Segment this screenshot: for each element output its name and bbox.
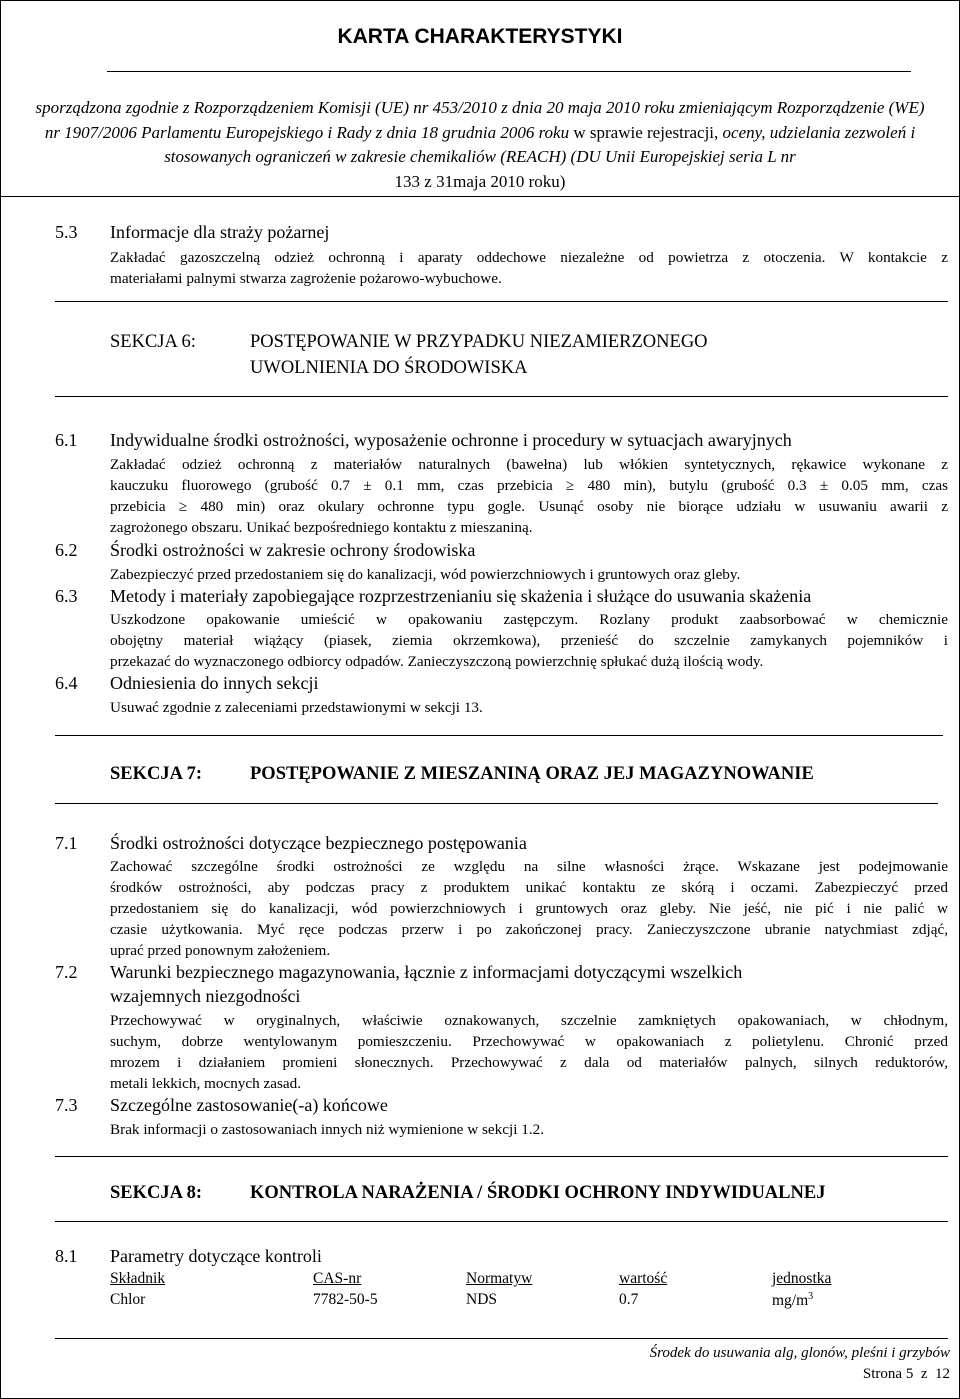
- regulation-date: 133 z 31maja 2010 roku): [394, 171, 566, 191]
- section-label: SEKCJA 6:: [110, 332, 196, 352]
- paragraph-line: Usuwać zgodnie z zaleceniami przedstawionymi w sekcji 13.: [110, 699, 483, 716]
- table-header-cell: CAS-nr: [313, 1270, 362, 1287]
- section-title: UWOLNIENIA DO ŚRODOWISKA: [250, 358, 528, 378]
- section-number: 6.1: [55, 430, 78, 450]
- section-number: 7.3: [55, 1095, 78, 1115]
- table-header-cell: jednostka: [772, 1270, 832, 1287]
- section-number: 6.4: [55, 673, 78, 693]
- paragraph-line: przebicia ≥ 480 min) oraz okulary ochronne typu gogle. Usunąć osoby nie biorące udziału w usuwaniu awarii z: [110, 498, 948, 515]
- subsection-heading: Warunki bezpiecznego magazynowania, łącznie z informacjami dotyczącymi wszelkich: [110, 962, 743, 982]
- section-title: POSTĘPOWANIE W PRZYPADKU NIEZAMIERZONEGO: [250, 332, 708, 352]
- table-header-cell: Normatyw: [466, 1270, 533, 1287]
- document-title: KARTA CHARAKTERYSTYKI: [337, 25, 623, 48]
- divider: [55, 1221, 948, 1222]
- table-cell: 0.7: [619, 1291, 639, 1308]
- section-number: 7.1: [55, 833, 78, 853]
- divider: [55, 803, 938, 804]
- subsection-heading: Środki ostrożności w zakresie ochrony środowiska: [110, 540, 476, 560]
- document-header: [1, 1, 959, 197]
- paragraph-line: Brak informacji o zastosowaniach innych niż wymienione w sekcji 1.2.: [110, 1121, 544, 1138]
- table-header-cell: Składnik: [110, 1270, 166, 1287]
- paragraph-line: suchym, dobrze wentylowanym pomieszczeniu. Przechowywać w opakowaniach z polietylenu. Chronić przed: [110, 1033, 948, 1050]
- subsection-heading: Informacje dla straży pożarnej: [110, 222, 330, 242]
- paragraph-line: Zakładać gazoszczelną odzież ochronną i aparaty oddechowe niezależne od powietrza z otoczenia. W kontakcie z: [110, 249, 948, 266]
- table-cell: Chlor: [110, 1291, 146, 1308]
- paragraph-line: kauczuku fluorowego (grubość 0.7 ± 0.1 mm, czas przebicia ≥ 480 min), butylu (grubość 0.3 ± 0.05 mm, czas: [110, 477, 948, 494]
- header-rule: [107, 71, 911, 72]
- paragraph-line: obojętny materiał wiążący (piasek, ziemia okrzemkowa), przenieść do szczelnie zamykanych pojemników i: [110, 632, 948, 649]
- divider: [55, 1156, 948, 1157]
- divider: [55, 735, 943, 736]
- section-number: 6.2: [55, 540, 78, 560]
- table-cell: [772, 1291, 813, 1310]
- paragraph-line: Uszkodzone opakowanie umieścić w opakowaniu zastępczym. Rozlany produkt zaabsorbować w chemicznie: [110, 611, 948, 628]
- paragraph-line: mrozem i działaniem promieni słonecznych. Przechowywać z dala od materiałów palnych, silnych reduktorów,: [110, 1054, 948, 1071]
- paragraph-line: Zabezpieczyć przed przedostaniem się do kanalizacji, wód powierzchniowych i gruntowych oraz gleby.: [110, 566, 741, 583]
- table-cell: NDS: [466, 1291, 498, 1308]
- section-label: SEKCJA 8:: [110, 1183, 203, 1203]
- subsection-heading: Indywidualne środki ostrożności, wyposażenie ochronne i procedury w sytuacjach awaryjnych: [110, 430, 792, 450]
- section-label: SEKCJA 7:: [110, 764, 203, 784]
- section-number: 6.3: [55, 586, 78, 606]
- regulation-text-2: oceny, udzielania zezwoleń i stosowanych ograniczeń w zakresie chemikaliów (REACH) (DU Unii Europejskiej seria L nr: [164, 122, 916, 166]
- subsection-heading: wzajemnych niezgodności: [110, 986, 301, 1006]
- regulation-text-upright: w sprawie rejestracji,: [573, 122, 719, 142]
- regulation-text: sporządzona zgodnie z Rozporządzeniem Komisji (UE) nr 453/2010 z dnia 20 maja 2010 roku zmieniającym Rozporządzenie (WE) nr 1907/2006 Parlamentu Europejskiego i Rady z dnia 18 grudnia 2006 roku: [35, 98, 925, 142]
- subsection-heading: Środki ostrożności dotyczące bezpiecznego postępowania: [110, 833, 527, 853]
- section-title: KONTROLA NARAŻENIA / ŚRODKI OCHRONY INDYWIDUALNEJ: [250, 1183, 826, 1203]
- divider: [55, 301, 948, 302]
- subsection-heading: Parametry dotyczące kontroli: [110, 1246, 322, 1266]
- paragraph-line: uprać przed ponownym założeniem.: [110, 942, 331, 959]
- section-title: POSTĘPOWANIE Z MIESZANINĄ ORAZ JEJ MAGAZYNOWANIE: [250, 764, 814, 784]
- subsection-heading: Odniesienia do innych sekcji: [110, 673, 319, 693]
- paragraph-line: materiałami palnymi stwarza zagrożenie pożarowo-wybuchowe.: [110, 270, 502, 287]
- section-number: 7.2: [55, 962, 78, 982]
- subsection-heading: Szczególne zastosowanie(-a) końcowe: [110, 1095, 388, 1115]
- section-number: 5.3: [55, 222, 78, 242]
- footer-rule: [55, 1338, 948, 1339]
- paragraph-line: Przechowywać w oryginalnych, właściwie oznakowanych, szczelnie zamkniętych opakowaniach, w chłodnym,: [110, 1012, 948, 1029]
- unit-text: mg/m: [772, 1292, 809, 1310]
- paragraph-line: Zakładać odzież ochronną z materiałów naturalnych (bawełna) lub włókien syntetycznych, rękawice wykonane z: [110, 456, 948, 473]
- footer-product-name: Środek do usuwania alg, glonów, pleśni i grzybów: [649, 1345, 950, 1361]
- subsection-heading: Metody i materiały zapobiegające rozprzestrzenianiu się skażenia i służące do usuwania skażenia: [110, 586, 812, 606]
- paragraph-line: zagrożonego obszaru. Unikać bezpośredniego kontaktu z mieszaniną.: [110, 519, 533, 536]
- page-number: Strona 5 z 12: [862, 1366, 950, 1382]
- paragraph-line: metali lekkich, mocnych zasad.: [110, 1075, 302, 1092]
- regulation-note: [31, 96, 929, 194]
- section-number: 8.1: [55, 1246, 78, 1266]
- table-cell: 7782-50-5: [313, 1291, 378, 1308]
- paragraph-line: przedostaniem się do kanalizacji, wód powierzchniowych i gruntowych oraz gleby. Nie jeść, nie pić i nie palić w: [110, 900, 948, 917]
- unit-superscript: 3: [808, 1291, 814, 1302]
- paragraph-line: Zachować szczególne środki ostrożności ze względu na silne własności żrące. Wskazane jest podejmowanie: [110, 858, 948, 875]
- table-header-cell: wartość: [619, 1270, 668, 1287]
- paragraph-line: czasie użytkowania. Myć ręce podczas przerw i po zakończonej pracy. Zanieczyszczone ubranie natychmiast zdjąć,: [110, 921, 948, 938]
- divider: [55, 396, 948, 397]
- paragraph-line: przekazać do wyznaczonego odbiorcy odpadów. Zanieczyszczoną powierzchnię spłukać dużą ilością wody.: [110, 653, 764, 670]
- paragraph-line: środków ostrożności, aby podczas pracy z produktem unikać kontaktu ze skórą i oczami. Zabezpieczyć przed: [110, 879, 948, 896]
